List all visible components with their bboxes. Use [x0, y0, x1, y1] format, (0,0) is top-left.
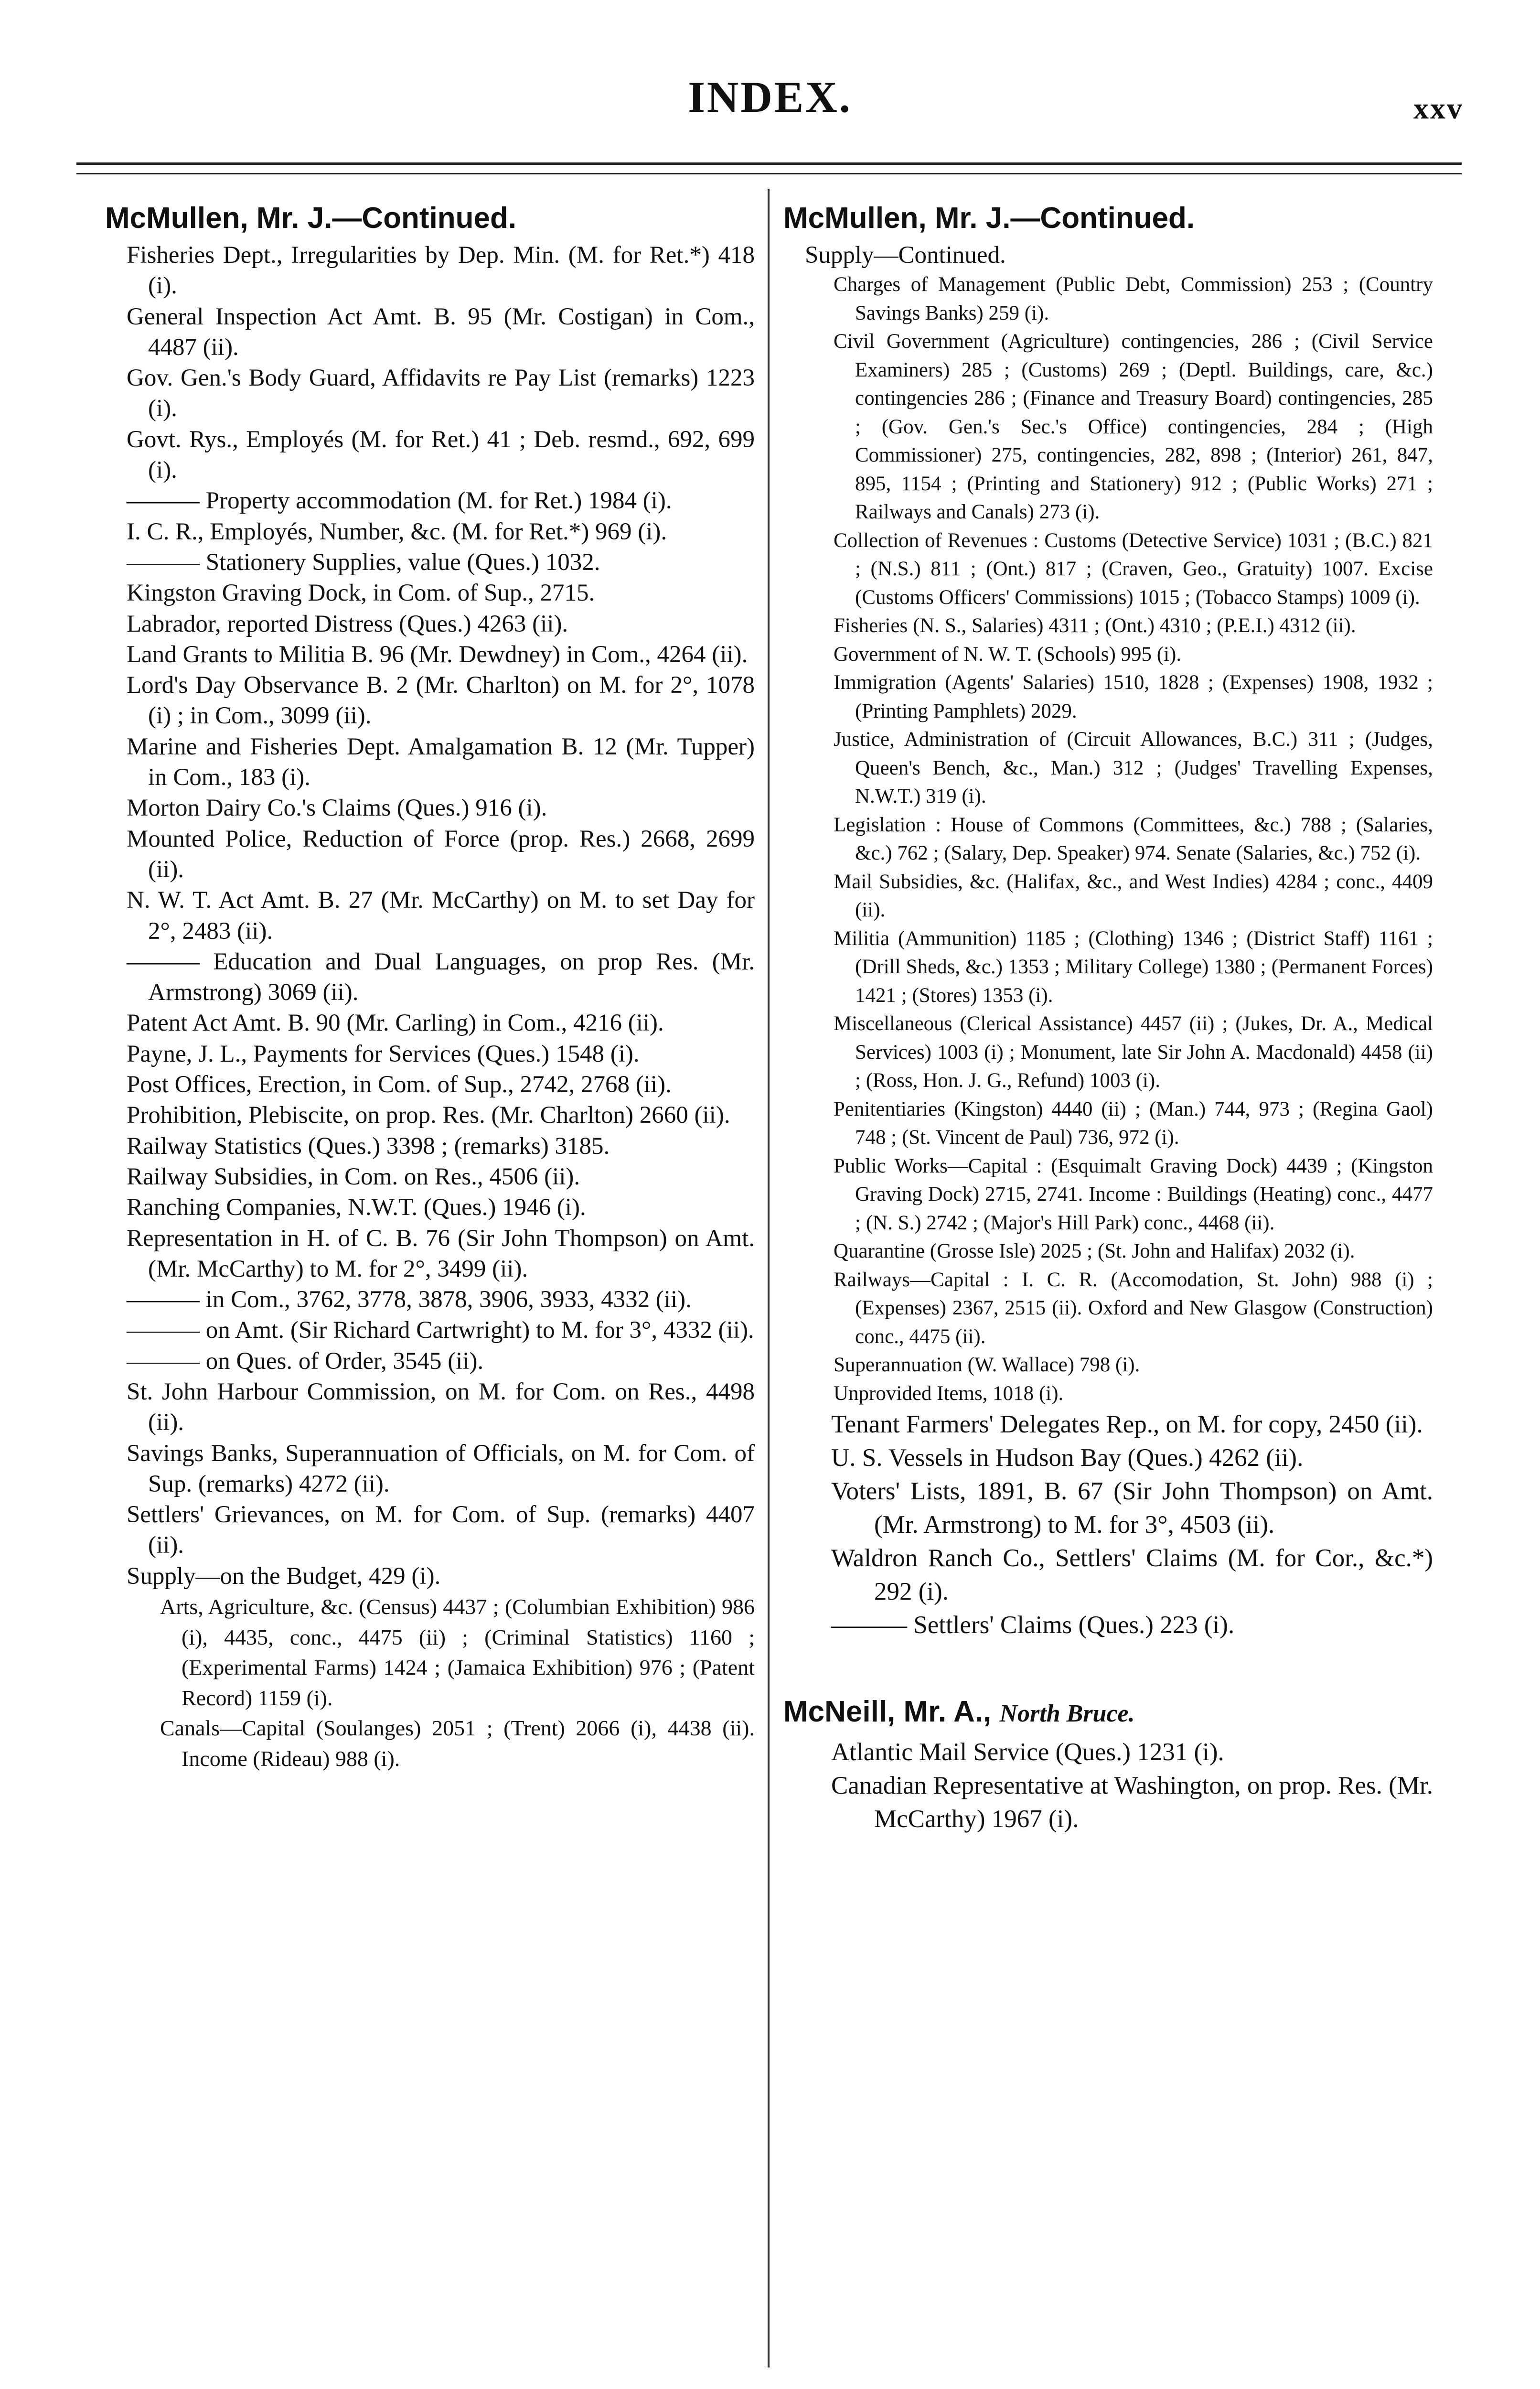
index-entry: Mail Subsidies, &c. (Halifax, &c., and West Indies) 4284 ; conc., 4409 (ii). — [834, 870, 1433, 922]
index-entry: Voters' Lists, 1891, B. 67 (Sir John Thompson) on Amt. (Mr. Armstrong) to M. for 3°, 4503 (ii). — [831, 1477, 1433, 1539]
index-entry: Canadian Representative at Washington, on prop. Res. (Mr. McCarthy) 1967 (i). — [831, 1772, 1433, 1833]
index-entry: Arts, Agriculture, &c. (Census) 4437 ; (Columbian Exhibition) 986 (i), 4435, conc., 4475 (ii) ; (Criminal Statistics) 1160 ; (Experimental Farms) 1424 ; (Jamaica Exhibition) 976 ; (Patent Record) 1159 (i). — [160, 1594, 755, 1710]
index-entry: Superannuation (W. Wallace) 798 (i). — [834, 1354, 1140, 1377]
index-entry: Civil Government (Agriculture) contingencies, 286 ; (Civil Service Examiners) 285 ; (Customs) 269 ; (Deptl. Buildings, care, &c.) contingencies 286 ; (Finance and Treasury Board) contingencies, 285 ; (Gov. Gen.'s Sec.'s Office) contingencies, 284 ; (High Commissioner) 275, contingencies, 282, 898 ; (Interior) 261, 847, 895, 1154 ; (Printing and Stationery) 912 ; (Public Works) 271 ; Railways and Canals) 273 (i). — [834, 330, 1433, 524]
entry-heading-2 — [783, 1694, 1433, 1732]
right-entries — [783, 1408, 1433, 1642]
index-entry: Justice, Administration of (Circuit Allowances, B.C.) 311 ; (Judges, Queen's Bench, &c., Man.) 312 ; (Judges' Travelling Expenses, N.W.T.) 319 (i). — [834, 728, 1433, 808]
page-header — [0, 72, 1540, 153]
index-entry: ——— Property accommodation (M. for Ret.) 1984 (i). — [127, 487, 672, 515]
index-entry: Tenant Farmers' Delegates Rep., on M. for copy, 2450 (ii). — [831, 1410, 1423, 1439]
column-divider — [768, 189, 770, 2367]
index-entry: Lord's Day Observance B. 2 (Mr. Charlton) on M. for 2°, 1078 (i) ; in Com., 3099 (ii). — [127, 672, 755, 730]
index-entry: Public Works—Capital : (Esquimalt Graving Dock) 4439 ; (Kingston Graving Dock) 2715, 2741. Income : Buildings (Heating) conc., 4477 ; (N. S.) 2742 ; (Major's Hill Park) conc., 4468 (ii). — [834, 1154, 1433, 1234]
index-entry: Railway Statistics (Ques.) 3398 ; (remarks) 3185. — [127, 1132, 610, 1160]
index-entry: Morton Dairy Co.'s Claims (Ques.) 916 (i). — [127, 795, 547, 822]
index-entry: Post Offices, Erection, in Com. of Sup., 2742, 2768 (ii). — [127, 1071, 672, 1098]
index-entry: Unprovided Items, 1018 (i). — [834, 1382, 1064, 1405]
header-rule-thin — [76, 173, 1462, 174]
index-entry: Miscellaneous (Clerical Assistance) 4457 (ii) ; (Jukes, Dr. A., Medical Services) 1003 (i) ; Monument, late Sir John A. Macdonald) 4458 (ii) ; (Ross, Hon. J. G., Refund) 1003 (i). — [834, 1012, 1433, 1092]
index-entry: Patent Act Amt. B. 90 (Mr. Carling) in Com., 4216 (ii). — [127, 1010, 664, 1037]
index-entry: Fisheries Dept., Irregularities by Dep. Min. (M. for Ret.*) 418 (i). — [127, 242, 755, 300]
index-entry: Payne, J. L., Payments for Services (Ques.) 1548 (i). — [127, 1040, 640, 1067]
index-entry: Labrador, reported Distress (Ques.) 4263 (ii). — [127, 610, 568, 637]
index-entry: Prohibition, Plebiscite, on prop. Res. (Mr. Charlton) 2660 (ii). — [127, 1102, 730, 1129]
heading-constituency: North Bruce. — [999, 1700, 1135, 1728]
index-entry: N. W. T. Act Amt. B. 27 (Mr. McCarthy) on M. to set Day for 2°, 2483 (ii). — [127, 887, 755, 945]
right-column — [783, 201, 1433, 1836]
index-entry: ——— on Ques. of Order, 3545 (ii). — [127, 1347, 484, 1375]
index-entry: Land Grants to Militia B. 96 (Mr. Dewdney) in Com., 4264 (ii). — [127, 641, 748, 668]
index-entry: Settlers' Grievances, on M. for Com. of Sup. (remarks) 4407 (ii). — [127, 1501, 755, 1559]
index-entry: Waldron Ranch Co., Settlers' Claims (M. for Cor., &c.*) 292 (i). — [831, 1544, 1433, 1606]
index-entry: I. C. R., Employés, Number, &c. (M. for Ret.*) 969 (i). — [127, 518, 667, 545]
index-entry: St. John Harbour Commission, on M. for Com. on Res., 4498 (ii). — [127, 1378, 755, 1436]
index-entry: Penitentiaries (Kingston) 4440 (ii) ; (Man.) 744, 973 ; (Regina Gaol) 748 ; (St. Vincent de Paul) 736, 972 (i). — [834, 1098, 1433, 1149]
index-entry: ——— Education and Dual Languages, on prop Res. (Mr. Armstrong) 3069 (ii). — [127, 948, 755, 1006]
index-entry: Collection of Revenues : Customs (Detective Service) 1031 ; (B.C.) 821 ; (N.S.) 811 ; (Ont.) 817 ; (Craven, Geo., Gratuity) 1007. Excise (Customs Officers' Commissions) 1015 ; (Tobacco Stamps) 1009 (i). — [834, 529, 1433, 609]
index-entry: Supply—on the Budget, 429 (i). — [127, 1562, 441, 1590]
index-entry: Canals—Capital (Soulanges) 2051 ; (Trent) 2066 (i), 4438 (ii). Income (Rideau) 988 (i). — [160, 1716, 755, 1771]
page-title: INDEX. — [688, 73, 852, 121]
index-entry: Govt. Rys., Employés (M. for Ret.) 41 ; Deb. resmd., 692, 699 (i). — [127, 426, 755, 484]
index-entry: Ranching Companies, N.W.T. (Ques.) 1946 (i). — [127, 1194, 586, 1221]
index-entry: Atlantic Mail Service (Ques.) 1231 (i). — [831, 1738, 1224, 1766]
index-entry: U. S. Vessels in Hudson Bay (Ques.) 4262 (ii). — [831, 1444, 1304, 1472]
index-entry: Charges of Management (Public Debt, Commission) 253 ; (Country Savings Banks) 259 (i). — [834, 273, 1433, 324]
index-entry: ——— on Amt. (Sir Richard Cartwright) to M. for 3°, 4332 (ii). — [127, 1317, 754, 1344]
index-entry: Quarantine (Grosse Isle) 2025 ; (St. John and Halifax) 2032 (i). — [834, 1240, 1355, 1263]
heading-name: McNeill, Mr. A., — [783, 1695, 992, 1729]
page-number: xxv — [1413, 91, 1464, 125]
left-column — [105, 201, 755, 1774]
header-rule — [76, 162, 1462, 165]
right-entries-2 — [783, 1735, 1433, 1836]
entry-heading: McMullen, Mr. J.—Continued. — [783, 202, 1195, 235]
left-supply-subentries — [105, 1592, 755, 1774]
index-entry: Railways—Capital : I. C. R. (Accomodation, St. John) 988 (i) ; (Expenses) 2367, 2515 (ii). Oxford and New Glasgow (Construction) conc., 4475 (ii). — [834, 1268, 1433, 1348]
index-entry: Fisheries (N. S., Salaries) 4311 ; (Ont.) 4310 ; (P.E.I.) 4312 (ii). — [834, 614, 1356, 637]
index-entry: Railway Subsidies, in Com. on Res., 4506 (ii). — [127, 1163, 580, 1190]
index-entry: ——— in Com., 3762, 3778, 3878, 3906, 3933, 4332 (ii). — [127, 1286, 692, 1313]
index-entry: Government of N. W. T. (Schools) 995 (i). — [834, 643, 1182, 666]
index-entry: Militia (Ammunition) 1185 ; (Clothing) 1346 ; (District Staff) 1161 ; (Drill Sheds, &c.) 1353 ; Military College) 1380 ; (Permanent Forces) 1421 ; (Stores) 1353 (i). — [834, 927, 1433, 1007]
index-entry: Kingston Graving Dock, in Com. of Sup., 2715. — [127, 580, 595, 607]
index-entry: Representation in H. of C. B. 76 (Sir John Thompson) on Amt. (Mr. McCarthy) to M. for 2°, 3499 (ii). — [127, 1225, 755, 1282]
index-entry: Mounted Police, Reduction of Force (prop. Res.) 2668, 2699 (ii). — [127, 825, 755, 883]
index-entry: ——— Stationery Supplies, value (Ques.) 1032. — [127, 549, 600, 576]
entry-heading: McMullen, Mr. J.—Continued. — [105, 202, 517, 235]
index-entry: Savings Banks, Superannuation of Officials, on M. for Com. of Sup. (remarks) 4272 (ii). — [127, 1440, 755, 1497]
supply-label: Supply—Continued. — [805, 242, 1006, 269]
index-entry: Marine and Fisheries Dept. Amalgamation B. 12 (Mr. Tupper) in Com., 183 (i). — [127, 733, 755, 791]
index-entry: General Inspection Act Amt. B. 95 (Mr. Costigan) in Com., 4487 (ii). — [127, 303, 755, 361]
left-entries — [105, 240, 755, 1592]
right-supply-subentries — [783, 270, 1433, 1408]
index-entry: Gov. Gen.'s Body Guard, Affidavits re Pay List (remarks) 1223 (i). — [127, 365, 755, 422]
index-entry: Immigration (Agents' Salaries) 1510, 1828 ; (Expenses) 1908, 1932 ; (Printing Pamphlets) 2029. — [834, 671, 1433, 722]
index-entry: ——— Settlers' Claims (Ques.) 223 (i). — [831, 1611, 1235, 1639]
index-entry: Legislation : House of Commons (Committees, &c.) 788 ; (Salaries, &c.) 762 ; (Salary, Dep. Speaker) 974. Senate (Salaries, &c.) 752 (i). — [834, 813, 1433, 865]
